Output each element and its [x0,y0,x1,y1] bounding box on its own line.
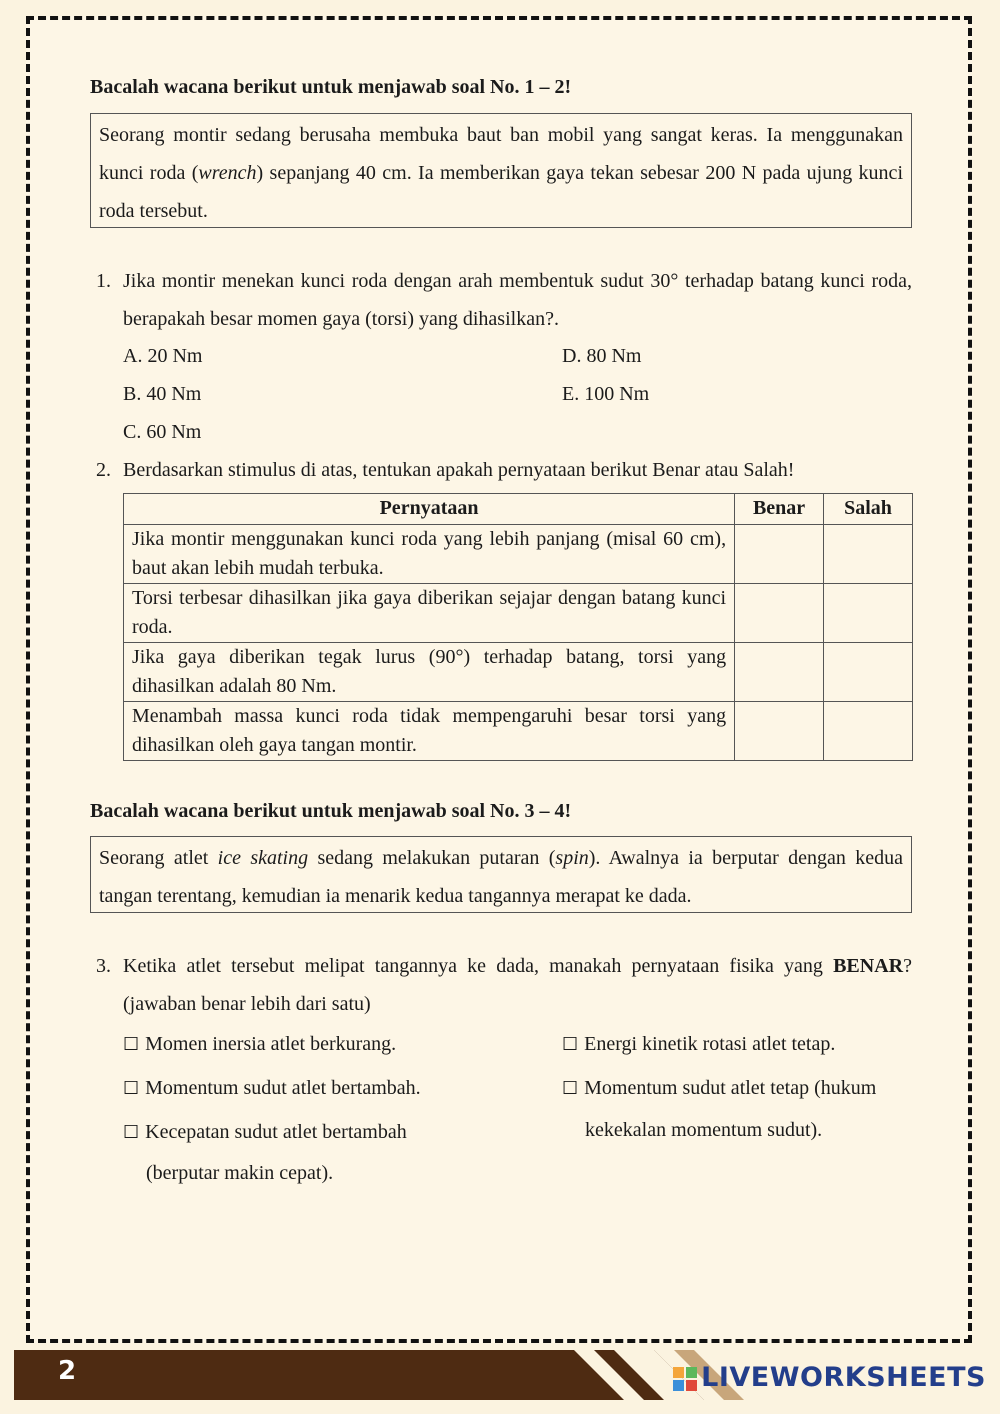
q1-option-c[interactable]: C. 60 Nm [123,421,202,443]
statement-1: Jika montir menggunakan kunci roda yang lebih panjang (misal 60 cm), baut akan lebih mudah terbuka. [124,525,735,584]
page-number: 2 [58,1356,77,1386]
question-3-text [123,947,912,1023]
checkbox-icon[interactable]: ☐ [123,1078,140,1099]
question-3 [90,947,912,1023]
question-2-text: Berdasarkan stimulus di atas, tentukan apakah pernyataan berikut Benar atau Salah! [123,459,795,481]
question-3-text-b: ? (jawaban benar lebih dari satu) [123,955,912,1015]
brand-text: LIVEWORKSHEETS [701,1362,986,1393]
question-2 [90,451,912,489]
q1-option-b[interactable]: B. 40 Nm [123,383,202,405]
false-cell-4[interactable] [824,702,913,761]
checkbox-icon[interactable]: ☐ [562,1078,579,1099]
true-cell-2[interactable] [735,584,824,643]
false-cell-1[interactable] [824,525,913,584]
table-row [124,584,913,643]
q3-option-1-label: Momen inersia atlet berkurang. [145,1033,397,1055]
true-cell-1[interactable] [735,525,824,584]
passage-2-italic-2: spin [555,847,589,869]
checkbox-icon[interactable]: ☐ [123,1122,140,1143]
liveworksheets-logo-icon [673,1367,697,1391]
q3-option-5-continued: kekekalan momentum sudut). [585,1119,823,1141]
question-2-number: 2. [96,459,111,481]
q3-option-2[interactable] [123,1073,421,1104]
statement-4: Menambah massa kunci roda tidak mempengaruhi besar torsi yang dihasilkan oleh gaya tangan montir. [124,702,735,761]
passage-1-italic: wrench [198,162,257,184]
question-1-text: Jika montir menekan kunci roda dengan arah membentuk sudut 30° terhadap batang kunci roda, berapakah besar momen gaya (torsi) yang dihasilkan?. [123,270,912,330]
q3-option-5[interactable] [562,1073,876,1104]
q3-option-3-continued: (berputar makin cepat). [146,1162,334,1184]
false-cell-3[interactable] [824,643,913,702]
passage-2-part-c: ). Awalnya ia berputar dengan kedua tangan terentang, kemudian ia menarik kedua tangannya merapat ke dada. [99,847,903,907]
table-row [124,525,913,584]
q3-option-3-label: Kecepatan sudut atlet bertambah [145,1121,407,1143]
false-cell-2[interactable] [824,584,913,643]
q1-option-d[interactable]: D. 80 Nm [562,345,642,367]
statement-3: Jika gaya diberikan tegak lurus (90°) terhadap batang, torsi yang dihasilkan adalah 80 Nm. [124,643,735,702]
passage-2-part-a: Seorang atlet [99,847,218,869]
section-1-heading: Bacalah wacana berikut untuk menjawab soal No. 1 – 2! [90,76,572,98]
question-3-text-bold: BENAR [833,955,904,977]
question-3-text-a: Ketika atlet tersebut melipat tangannya ke dada, manakah pernyataan fisika yang [123,955,834,977]
header-statement: Pernyataan [124,494,735,525]
header-false: Salah [824,494,913,525]
passage-1-part-a: Seorang montir sedang berusaha membuka baut ban mobil yang sangat keras. Ia menggunakan kunci roda ( [99,124,903,184]
statement-2: Torsi terbesar dihasilkan jika gaya diberikan sejajar dengan batang kunci roda. [124,584,735,643]
section-2-heading: Bacalah wacana berikut untuk menjawab soal No. 3 – 4! [90,800,572,822]
q3-option-1[interactable] [123,1029,396,1060]
true-false-table [123,493,913,761]
question-1-number: 1. [96,270,111,292]
table-header-row [124,494,913,525]
q1-option-a[interactable]: A. 20 Nm [123,345,203,367]
table-row [124,702,913,761]
q3-option-5-label: Momentum sudut atlet tetap (hukum [584,1077,877,1099]
stimulus-box-1 [90,113,912,228]
q3-option-4[interactable] [562,1029,835,1060]
q1-option-e[interactable]: E. 100 Nm [562,383,650,405]
passage-2-part-b: sedang melakukan putaran ( [308,847,556,869]
question-1 [90,262,912,338]
stimulus-box-2 [90,836,912,913]
question-3-number: 3. [96,955,111,977]
true-cell-4[interactable] [735,702,824,761]
table-row [124,643,913,702]
passage-2-italic-1: ice skating [217,847,309,869]
passage-1-part-b: ) sepanjang 40 cm. Ia memberikan gaya tekan sebesar 200 N pada ujung kunci roda tersebut. [99,162,903,222]
q3-option-4-label: Energi kinetik rotasi atlet tetap. [584,1033,836,1055]
q3-option-3[interactable] [123,1117,407,1148]
checkbox-icon[interactable]: ☐ [562,1034,579,1055]
q3-option-2-label: Momentum sudut atlet bertambah. [145,1077,421,1099]
liveworksheets-brand[interactable] [673,1362,986,1393]
checkbox-icon[interactable]: ☐ [123,1034,140,1055]
true-cell-3[interactable] [735,643,824,702]
header-true: Benar [735,494,824,525]
